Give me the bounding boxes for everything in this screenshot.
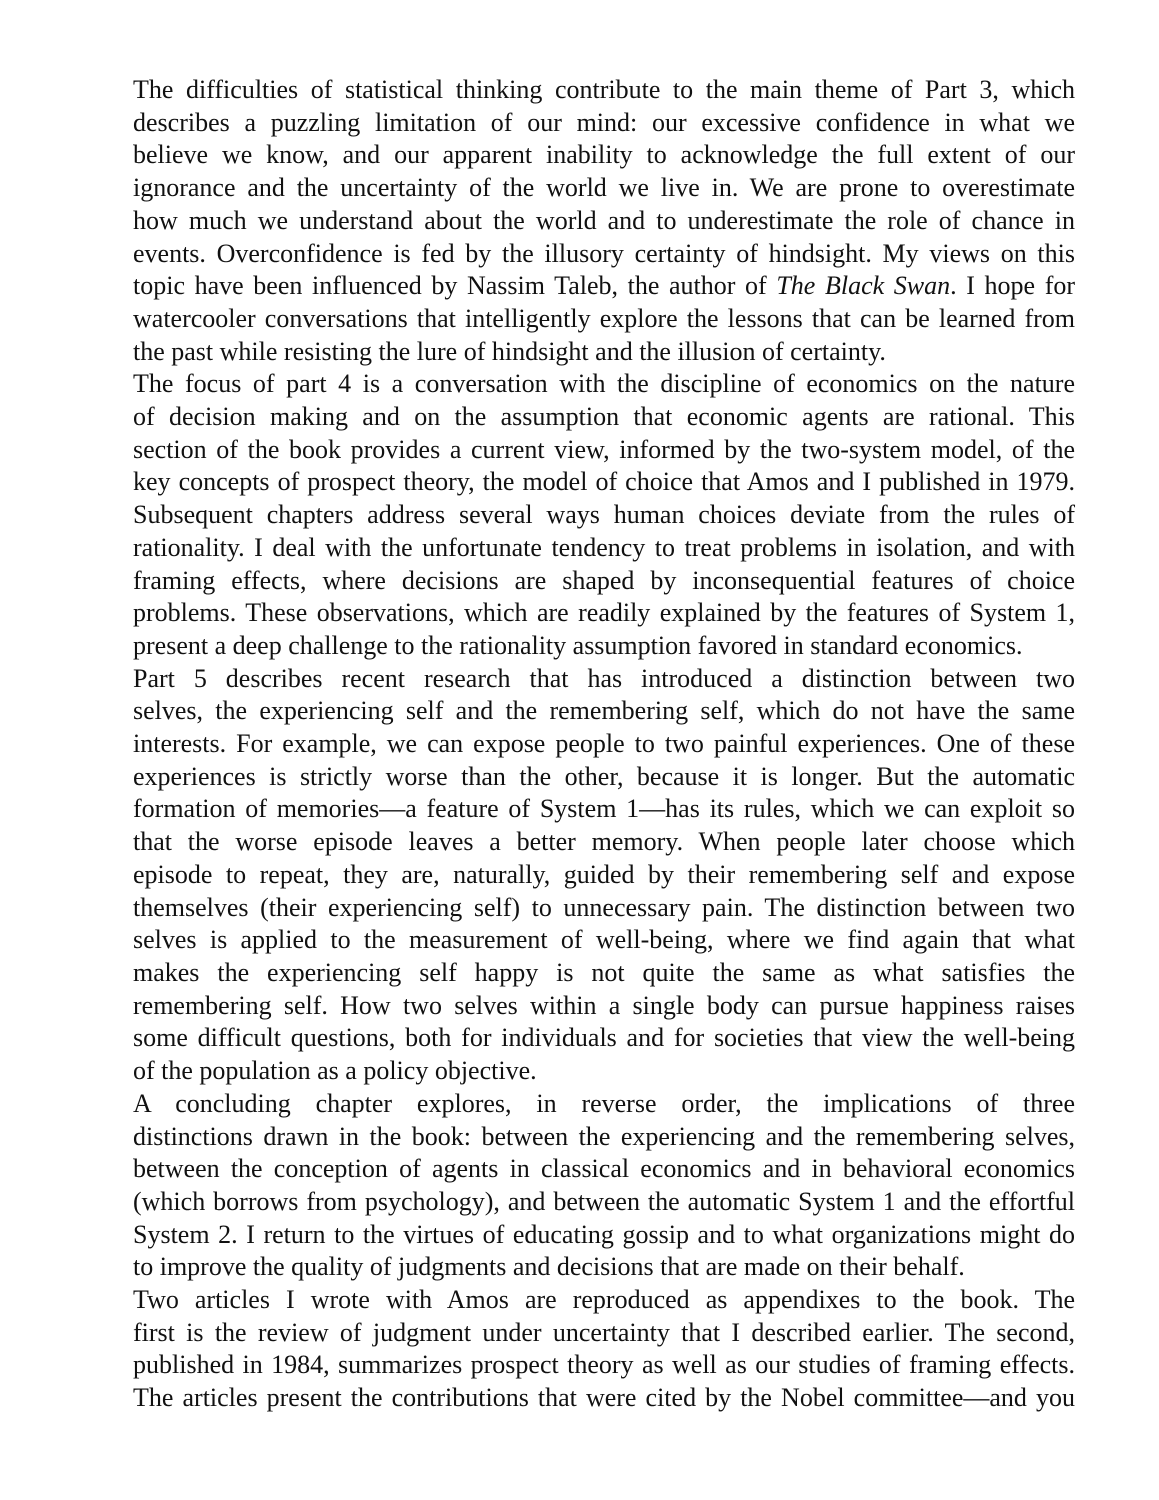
text-line: selves, the experiencing self and the remembering self, which do not have the same (133, 696, 1075, 726)
text-line: problems. These observations, which are readily explained by the features of System 1, (133, 598, 1075, 628)
text-line: The focus of part 4 is a conversation with the discipline of economics on the nature (133, 369, 1075, 399)
text-line: section of the book provides a current view, informed by the two-system model, of the (133, 434, 1075, 464)
text-line: interests. For example, we can expose people to two painful experiences. One of these (133, 729, 1075, 759)
book-title-italic: The Black Swan (776, 271, 951, 301)
text-line: distinctions drawn in the book: between the experiencing and the remembering selves, (133, 1121, 1075, 1151)
text-line: the past while resisting the lure of hindsight and the illusion of certainty. (133, 336, 886, 366)
text-line: experiences is strictly worse than the other, because it is longer. But the automatic (133, 761, 1075, 791)
text-line: present a deep challenge to the rationality assumption favored in standard economics. (133, 630, 1023, 660)
text-line: Subsequent chapters address several ways human choices deviate from the rules of (133, 500, 1075, 530)
text-line: of decision making and on the assumption that economic agents are rational. This (133, 402, 1075, 432)
body-text (85, 74, 1075, 1415)
book-page (85, 74, 1075, 1415)
text-line: events. Overconfidence is fed by the illusory certainty of hindsight. My views on this (133, 238, 1075, 268)
text-line: A concluding chapter explores, in reverse order, the implications of three (133, 1088, 1075, 1118)
text-line (85, 270, 1075, 303)
text-line: ignorance and the uncertainty of the world we live in. We are prone to overestimate (133, 173, 1075, 203)
text-line: The articles present the contributions that were cited by the Nobel committee—and you (133, 1383, 1075, 1413)
text-line: selves is applied to the measurement of well-being, where we find again that what (133, 925, 1075, 955)
text-line: first is the review of judgment under uncertainty that I described earlier. The second, (133, 1317, 1075, 1347)
text-line: that the worse episode leaves a better memory. When people later choose which (133, 827, 1075, 857)
text-line: rationality. I deal with the unfortunate tendency to treat problems in isolation, and with (133, 532, 1075, 562)
text-line: key concepts of prospect theory, the model of choice that Amos and I published in 1979. (133, 467, 1075, 497)
paragraph (85, 1284, 1075, 1415)
paragraph (85, 74, 1075, 368)
paragraph (85, 1088, 1075, 1284)
text-line: episode to repeat, they are, naturally, guided by their remembering self and expose (133, 859, 1075, 889)
text-line: between the conception of agents in classical economics and in behavioral economics (133, 1154, 1075, 1184)
text-line: how much we understand about the world and to underestimate the role of chance in (133, 205, 1075, 235)
text-line: watercooler conversations that intelligently explore the lessons that can be learned from (133, 303, 1075, 333)
text-line: formation of memories—a feature of System 1—has its rules, which we can exploit so (133, 794, 1075, 824)
text-line: themselves (their experiencing self) to unnecessary pain. The distinction between two (133, 892, 1075, 922)
text-segment: topic have been influenced by Nassim Taleb, the author of (133, 271, 777, 301)
text-line: describes a puzzling limitation of our mind: our excessive confidence in what we (133, 107, 1075, 137)
paragraph (85, 368, 1075, 662)
text-line: of the population as a policy objective. (133, 1056, 537, 1086)
text-line: System 2. I return to the virtues of educating gossip and to what organizations might do (133, 1219, 1075, 1249)
text-line: published in 1984, summarizes prospect theory as well as our studies of framing effects. (133, 1350, 1075, 1380)
text-line: Part 5 describes recent research that has introduced a distinction between two (133, 663, 1075, 693)
text-line: believe we know, and our apparent inability to acknowledge the full extent of our (133, 140, 1075, 170)
text-line: remembering self. How two selves within a single body can pursue happiness raises (133, 990, 1075, 1020)
text-line: Two articles I wrote with Amos are reproduced as appendixes to the book. The (133, 1285, 1075, 1315)
text-line: to improve the quality of judgments and decisions that are made on their behalf. (133, 1252, 965, 1282)
paragraph (85, 663, 1075, 1088)
text-segment: . I hope for (950, 271, 1076, 301)
text-line: (which borrows from psychology), and between the automatic System 1 and the effortful (133, 1186, 1075, 1216)
text-line: some difficult questions, both for individuals and for societies that view the well-being (133, 1023, 1075, 1053)
text-line: The difficulties of statistical thinking contribute to the main theme of Part 3, which (133, 75, 1075, 104)
text-line: makes the experiencing self happy is not quite the same as what satisfies the (133, 957, 1075, 987)
text-line: framing effects, where decisions are shaped by inconsequential features of choice (133, 565, 1075, 595)
